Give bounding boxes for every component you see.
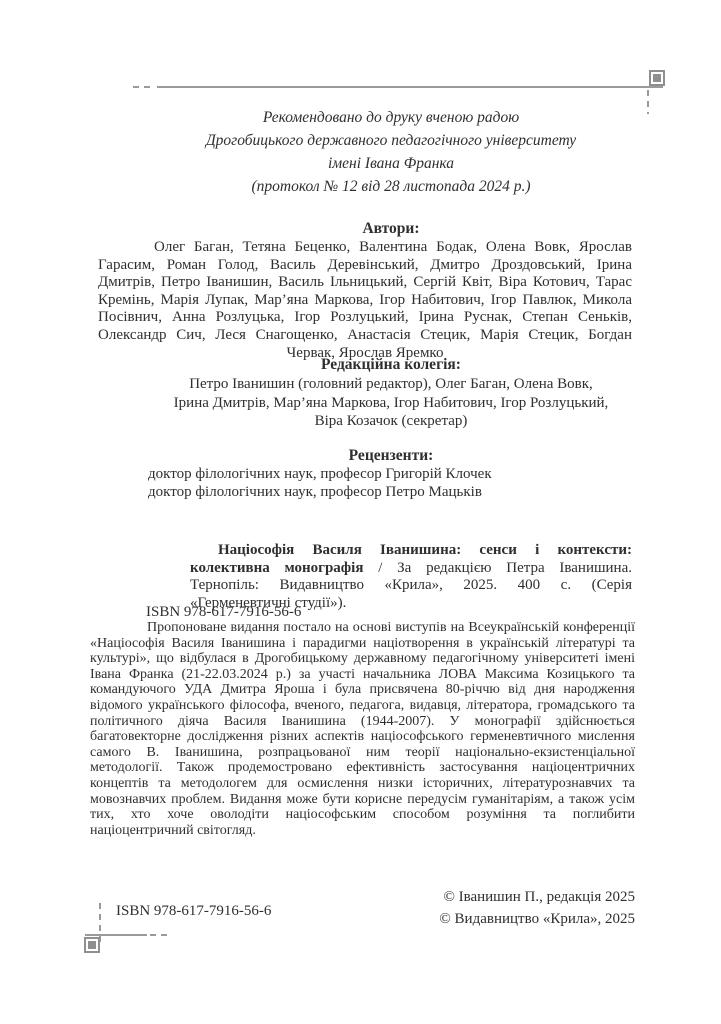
annotation-paragraph: Пропоноване видання постало на основі виступів на Всеукраїнській конференції «Націософія Василя Іванишина і парадигми націотворення в українській літературі та культурі», що відбулася в Дрогобицькому державному педагогічному університеті імені Івана Франка (21-22.03.2024 р.) за участі начальника ЛОВА Максима Козицького та командуючого УДА Дмитра Яроша і була присвячена 80-річчю від дня народження відомого українського філософа, вченого, педагога, видавця, літератора, громадського та політичного діяча Василя Іванишина (1944-2007). У монографії здійснюється багатовекторне дослідження різних аспектів націософського герменевтичного мислення самого В. Іванишина, розпрацьованої ним теорії національно-екзистенціальної методології. Також продемостровано ефективність застосування націоцентричних концептів та методологем для осмислення низки історичних, літературознавчих та мовознавчих проблем. Видання може бути корисне передусім гуманітаріям, а також усім тих, хто хоче оволодіти націософським способом розуміння та поглибити націоцентричний світогляд.	[90, 620, 635, 838]
editorial-board-line: Віра Козачок (секретар)	[314, 413, 468, 429]
bibliographic-details: / За редакцією Петра Іванишина. Тернопіль: Видавництво «Крила», 2025. 400 с. (Серія «Герменевтичні студії»).	[190, 559, 632, 611]
reviewer-line: доктор філологічних наук, професор Григорій Клочек	[148, 466, 492, 482]
crop-mark-top-vertical-dashes	[647, 90, 649, 114]
crop-mark-top-dashes	[133, 86, 155, 88]
reviewer-line: доктор філологічних наук, професор Петро Мацьків	[148, 483, 482, 500]
isbn-number-footer: ISBN 978-617-7916-56-6	[116, 903, 272, 919]
authors-heading: Автори:	[362, 220, 420, 237]
recommendation-line: (протокол № 12 від 28 листопада 2024 р.)	[251, 178, 531, 195]
editorial-board-line: Ірина Дмитрів, Мар’яна Маркова, Ігор Набитович, Ігор Розлуцький,	[173, 394, 609, 411]
authors-list: Олег Баган, Тетяна Беценко, Валентина Бодак, Олена Вовк, Ярослав Гарасим, Роман Голод, Василь Деревінський, Дмитро Дроздовський, Ірина Дмитрів, Петро Іванишин, Василь Ільницький, Сергій Квіт, Віра Котович, Тарас Кремінь, Марія Лупак, Мар’яна Маркова, Ігор Набитович, Ігор Павлюк, Микола Посівнич, Анна Розлуцька, Ігор Розлуцький, Ірина Руснак, Степан Сеньків, Олександр Сич, Леся Снагощенко, Анастасія Стецик, Марія Стецик, Богдан Червак, Ярослав Яремко	[98, 239, 632, 361]
recommendation-line: Дрогобицького державного педагогічного університету	[205, 132, 577, 149]
bibliographic-description	[190, 542, 632, 612]
reviewers-heading: Рецензенти:	[348, 447, 434, 464]
registration-square-icon	[649, 70, 665, 86]
book-title: Націософія Василя Іванишина: сенси і контексти: колективна монографія	[190, 542, 632, 576]
isbn-number: ISBN 978-617-7916-56-6	[146, 604, 302, 620]
editorial-board-heading: Редакційна колегія:	[321, 356, 461, 373]
editorial-board-list	[90, 375, 635, 431]
crop-mark-bottom-line	[85, 934, 147, 936]
copyright-line: © Видавництво «Крила», 2025	[439, 911, 635, 927]
recommendation-note	[90, 106, 635, 198]
reviewers-list	[148, 466, 628, 501]
crop-mark-top-line	[157, 86, 663, 88]
recommendation-line: імені Івана Франка	[327, 155, 455, 172]
registration-square-icon	[84, 937, 100, 953]
crop-mark-bottom-dashes	[150, 934, 169, 936]
editorial-board-line: Петро Іванишин (головний редактор), Олег Баган, Олена Вовк,	[189, 376, 593, 392]
recommendation-line: Рекомендовано до друку вченою радою	[262, 109, 520, 126]
copyright-line: © Іванишин П., редакція 2025	[443, 889, 635, 905]
